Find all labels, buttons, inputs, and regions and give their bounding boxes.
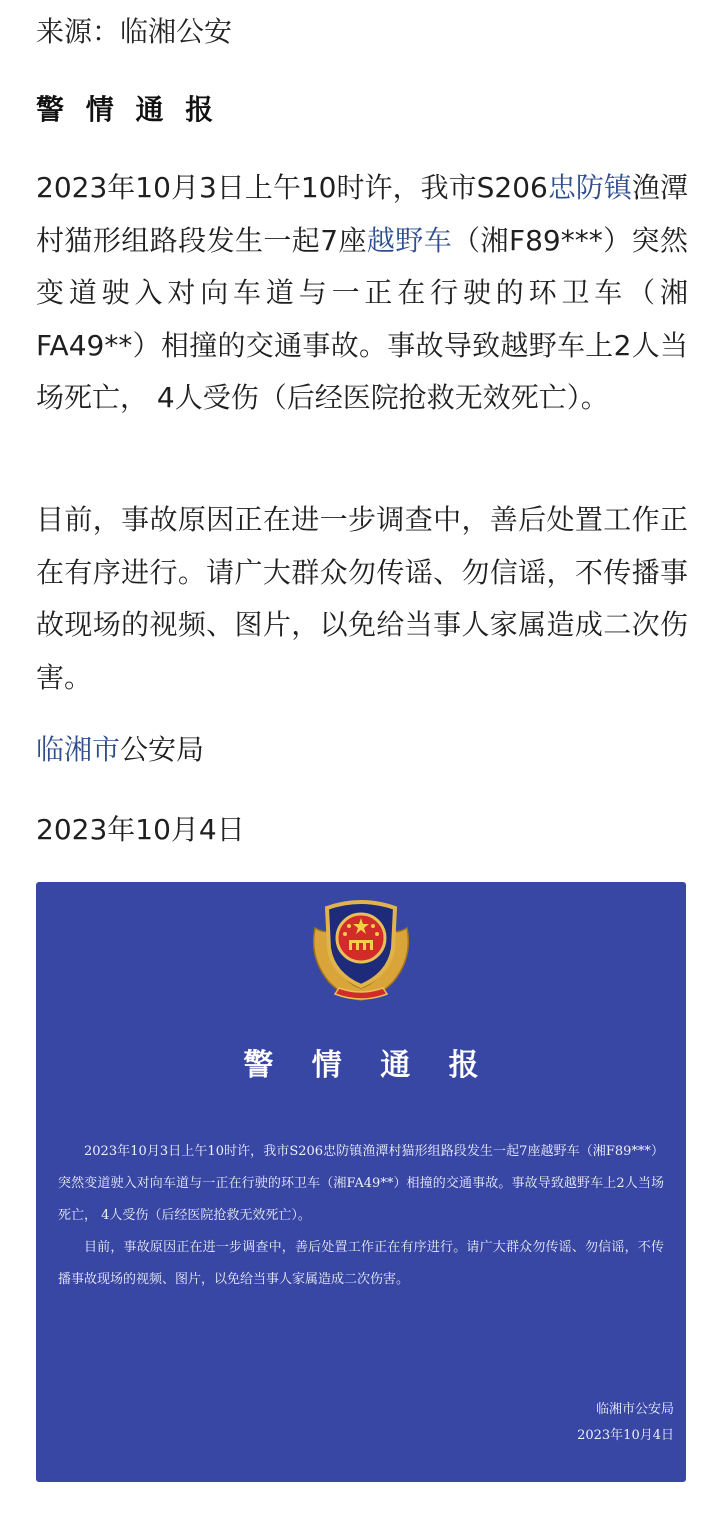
signer-rest: 公安局	[120, 733, 205, 766]
notice-body	[58, 1136, 664, 1296]
link-zhongfang-town[interactable]: 忠防镇	[547, 171, 632, 204]
paragraph-incident	[36, 162, 688, 425]
article-heading: 警 情 通 报	[36, 93, 220, 126]
source-line: 来源：临湘公安	[36, 15, 233, 48]
paragraph-text: （湘F89***）突然变道驶入对向车道与一正在行驶的环卫车（湘FA49**）相撞的交通事故。事故导致越野车上2人当场死亡， 4人受伤（后经医院抢救无效死亡）。	[36, 223, 688, 414]
notice-signer: 临湘市公安局	[595, 1402, 674, 1417]
notice-date: 2023年10月4日	[577, 1428, 674, 1443]
notice-image	[36, 882, 686, 1482]
paragraph-text: 渔潭村猫形组路段发生一起7座	[36, 171, 688, 257]
notice-paragraph-status: 目前，事故原因正在进一步调查中，善后处置工作正在有序进行。请广大群众勿传谣、勿信谣，不传播事故现场的视频、图片，以免给当事人家属造成二次伤害。	[58, 1240, 664, 1287]
link-suv[interactable]: 越野车	[366, 223, 453, 257]
paragraph-status: 目前，事故原因正在进一步调查中，善后处置工作正在有序进行。请广大群众勿传谣、勿信谣，不传播事故现场的视频、图片，以免给当事人家属造成二次伤害。	[36, 503, 688, 694]
notice-paragraph-incident: 2023年10月3日上午10时许，我市S206忠防镇渔潭村猫形组路段发生一起7座越野车（湘F89***）突然变道驶入对向车道与一正在行驶的环卫车（湘FA49**）相撞的交通事故。事故导致越野车上2人当场死亡， 4人受伤（后经医院抢救无效死亡）。	[58, 1144, 664, 1223]
police-emblem-icon	[305, 894, 417, 1006]
signer	[36, 728, 204, 772]
publish-date: 2023年10月4日	[36, 813, 245, 846]
notice-title: 警 情 通 报	[243, 1048, 493, 1083]
paragraph-text: 2023年10月3日上午10时许，我市S206	[36, 171, 548, 204]
link-linxiang-city[interactable]: 临湘市	[36, 733, 121, 766]
